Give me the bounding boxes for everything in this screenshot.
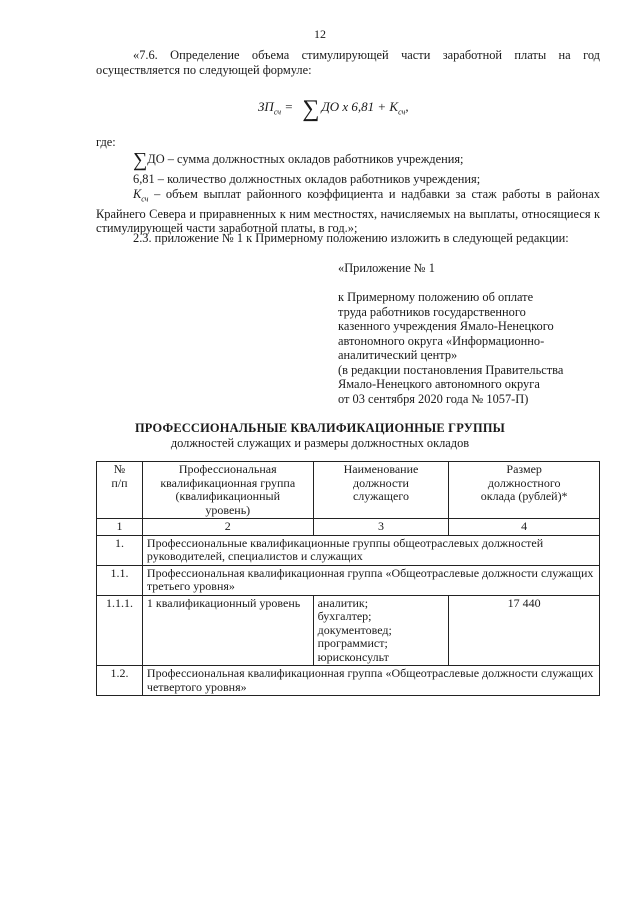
position-item: программист;: [317, 636, 388, 650]
section-heading: ПРОФЕССИОНАЛЬНЫЕ КВАЛИФИКАЦИОННЫЕ ГРУППЫ: [134, 421, 506, 435]
ksch-symbol: К: [133, 187, 142, 201]
table-column-numbers-row: [97, 519, 600, 536]
header-number: № п/п: [97, 462, 143, 519]
row-number: 1.1.: [97, 565, 143, 595]
header-position: Наименование должности служащего: [313, 462, 449, 519]
row-text: Профессиональная квалификационная группа «Общеотраслевые должности служащих третьего уровня»: [142, 565, 599, 595]
definition-ksch: [96, 187, 600, 236]
definition-ksch-text: – объем выплат районного коэффициента и надбавки за стаж работы в районах Крайнего Севера и приравненных к ним местностях, начисляемых на выплаты, относящиеся к стимулирующей части заработной платы, в год.»;: [96, 187, 600, 236]
appendix-line: автономного округа «Информационно-: [338, 333, 545, 348]
appendix-line: к Примерному положению об оплате: [338, 290, 534, 304]
appendix-line: от 03 сентября 2020 года № 1057-П): [338, 391, 529, 406]
formula-lhs-sub: сч: [273, 107, 282, 117]
appendix-line: труда работников государственного: [338, 304, 526, 319]
appendix-title: «Приложение № 1: [338, 261, 435, 275]
row-salary: 17 440: [449, 595, 600, 666]
ksch-sub: сч: [141, 194, 149, 204]
row-number: 1.: [97, 535, 143, 565]
row-positions: [313, 595, 449, 666]
formula-body: ДО х 6,81 + К: [321, 99, 399, 114]
appendix-caption: [338, 290, 608, 406]
table-row: [97, 595, 600, 666]
sum-sigma-icon: ∑: [133, 149, 148, 171]
definition-coef: 6,81 – количество должностных окладов работников учреждения;: [133, 172, 481, 186]
row-number: 1.2.: [97, 666, 143, 696]
where-label: где:: [96, 135, 116, 149]
formula-end: ,: [405, 99, 409, 114]
table-row: [97, 535, 600, 565]
appendix-line: казенного учреждения Ямало-Ненецкого: [338, 319, 554, 333]
column-number: 3: [313, 519, 449, 536]
formula: [258, 96, 409, 123]
formula-body-sub: сч: [398, 107, 406, 117]
column-number: 2: [142, 519, 313, 536]
header-group: Профессиональная квалификационная группа (квалификационный уровень): [142, 462, 313, 519]
appendix-line: Ямало-Ненецкого автономного округа: [338, 377, 540, 391]
formula-lhs: ЗП: [258, 99, 274, 114]
table-row: [97, 666, 600, 696]
column-number: 4: [449, 519, 600, 536]
row-text: Профессиональные квалификационные группы общеотраслевых должностей руководителей, специалистов и служащих: [142, 535, 599, 565]
definition-do-text: ДО – сумма должностных окладов работников учреждения;: [147, 152, 464, 166]
position-item: юрисконсульт: [317, 649, 389, 664]
appendix-line: (в редакции постановления Правительства: [338, 362, 564, 377]
table-header-row: [97, 462, 600, 519]
salary-table: [96, 461, 600, 696]
section-subheading: должностей служащих и размеры должностных окладов: [170, 436, 470, 450]
column-number: 1: [97, 519, 143, 536]
appendix-line: аналитический центр»: [338, 348, 458, 362]
position-item: бухгалтер;: [317, 609, 372, 623]
header-salary: Размер должностного оклада (рублей)*: [449, 462, 600, 519]
row-level: 1 квалификационный уровень: [142, 595, 313, 666]
table-row: [97, 565, 600, 595]
position-item: аналитик;: [317, 595, 369, 610]
paragraph-7-6: «7.6. Определение объема стимулирующей части заработной платы на год осуществляется по следующей формуле:: [96, 48, 600, 77]
formula-equals: =: [284, 99, 294, 114]
item-2-3: 2.3. приложение № 1 к Примерному положению изложить в следующей редакции:: [133, 231, 569, 245]
sum-sigma-icon: ∑: [302, 96, 320, 122]
row-text: Профессиональная квалификационная группа «Общеотраслевые должности служащих четвертого уровня»: [142, 666, 599, 696]
page-number: 12: [314, 27, 326, 41]
row-number: 1.1.1.: [97, 595, 143, 666]
definition-do: [96, 149, 600, 171]
position-item: документовед;: [317, 622, 392, 637]
